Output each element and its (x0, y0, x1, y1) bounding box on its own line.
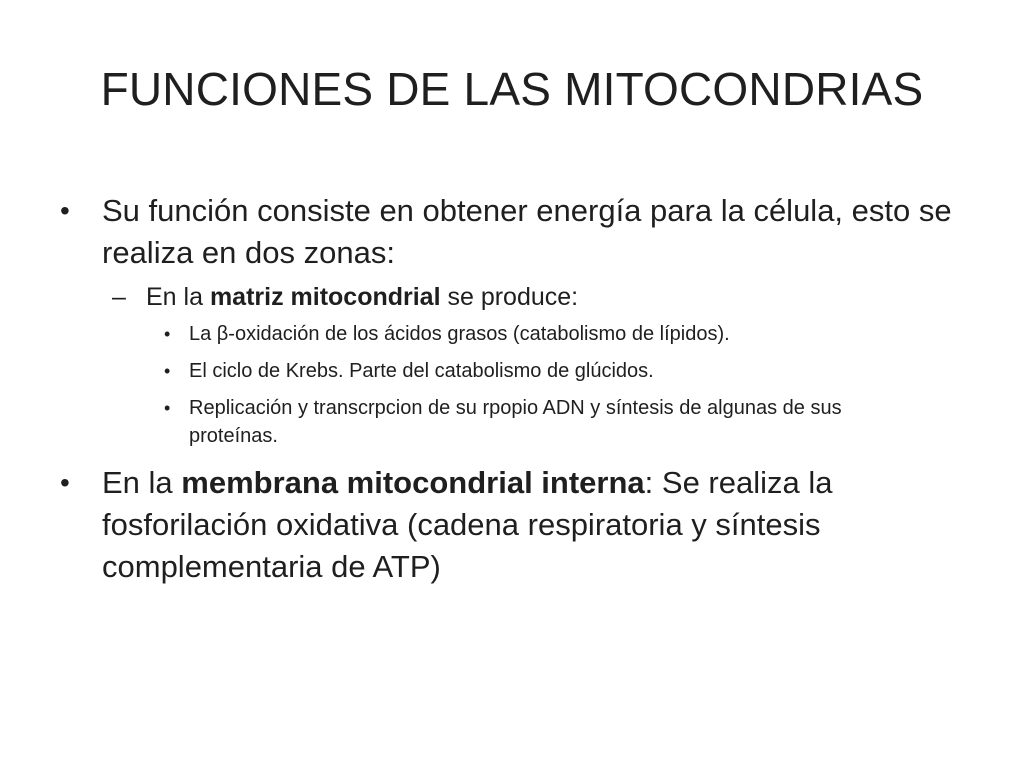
bullet-prefix: En la (102, 465, 182, 500)
sub-bullet-bold: matriz mitocondrial (209, 283, 441, 311)
sub-bullet-prefix: En la (146, 283, 210, 311)
bullet-icon: • (164, 398, 171, 418)
dash-icon: – (112, 283, 126, 311)
bullet-item-energy (60, 190, 960, 274)
sub-sub-bullet-text: La β-oxidación de los ácidos grasos (catabolismo de lípidos). (189, 323, 730, 345)
bullet-icon: • (60, 467, 70, 498)
bullet-icon: • (164, 361, 171, 381)
slide-content (60, 190, 960, 588)
sub-bullet-matriz (60, 280, 960, 314)
bullet-icon: • (60, 195, 70, 226)
sub-sub-bullet-krebs (60, 357, 909, 385)
sub-sub-bullet-replication (60, 394, 909, 450)
bullet-bold: membrana mitocondrial interna (181, 465, 645, 500)
bullet-item-membrane (60, 462, 960, 588)
bullet-suffix: : Se realiza la fosforilación oxidativa (cadena respiratoria y síntesis complementaria de ATP) (102, 465, 833, 584)
bullet-text: Su función consiste en obtener energía para la célula, esto se realiza en dos zonas: (102, 193, 952, 270)
sub-sub-bullet-text: Replicación y transcrpcion de su rpopio ADN y síntesis de algunas de sus proteínas. (189, 397, 842, 447)
sub-bullet-suffix: se produce: (440, 283, 579, 311)
sub-sub-bullet-beta-oxidation (60, 320, 909, 348)
sub-sub-bullet-text: El ciclo de Krebs. Parte del catabolismo de glúcidos. (189, 360, 654, 382)
bullet-icon: • (164, 324, 171, 344)
slide-title: FUNCIONES DE LAS MITOCONDRIAS (100, 63, 924, 115)
